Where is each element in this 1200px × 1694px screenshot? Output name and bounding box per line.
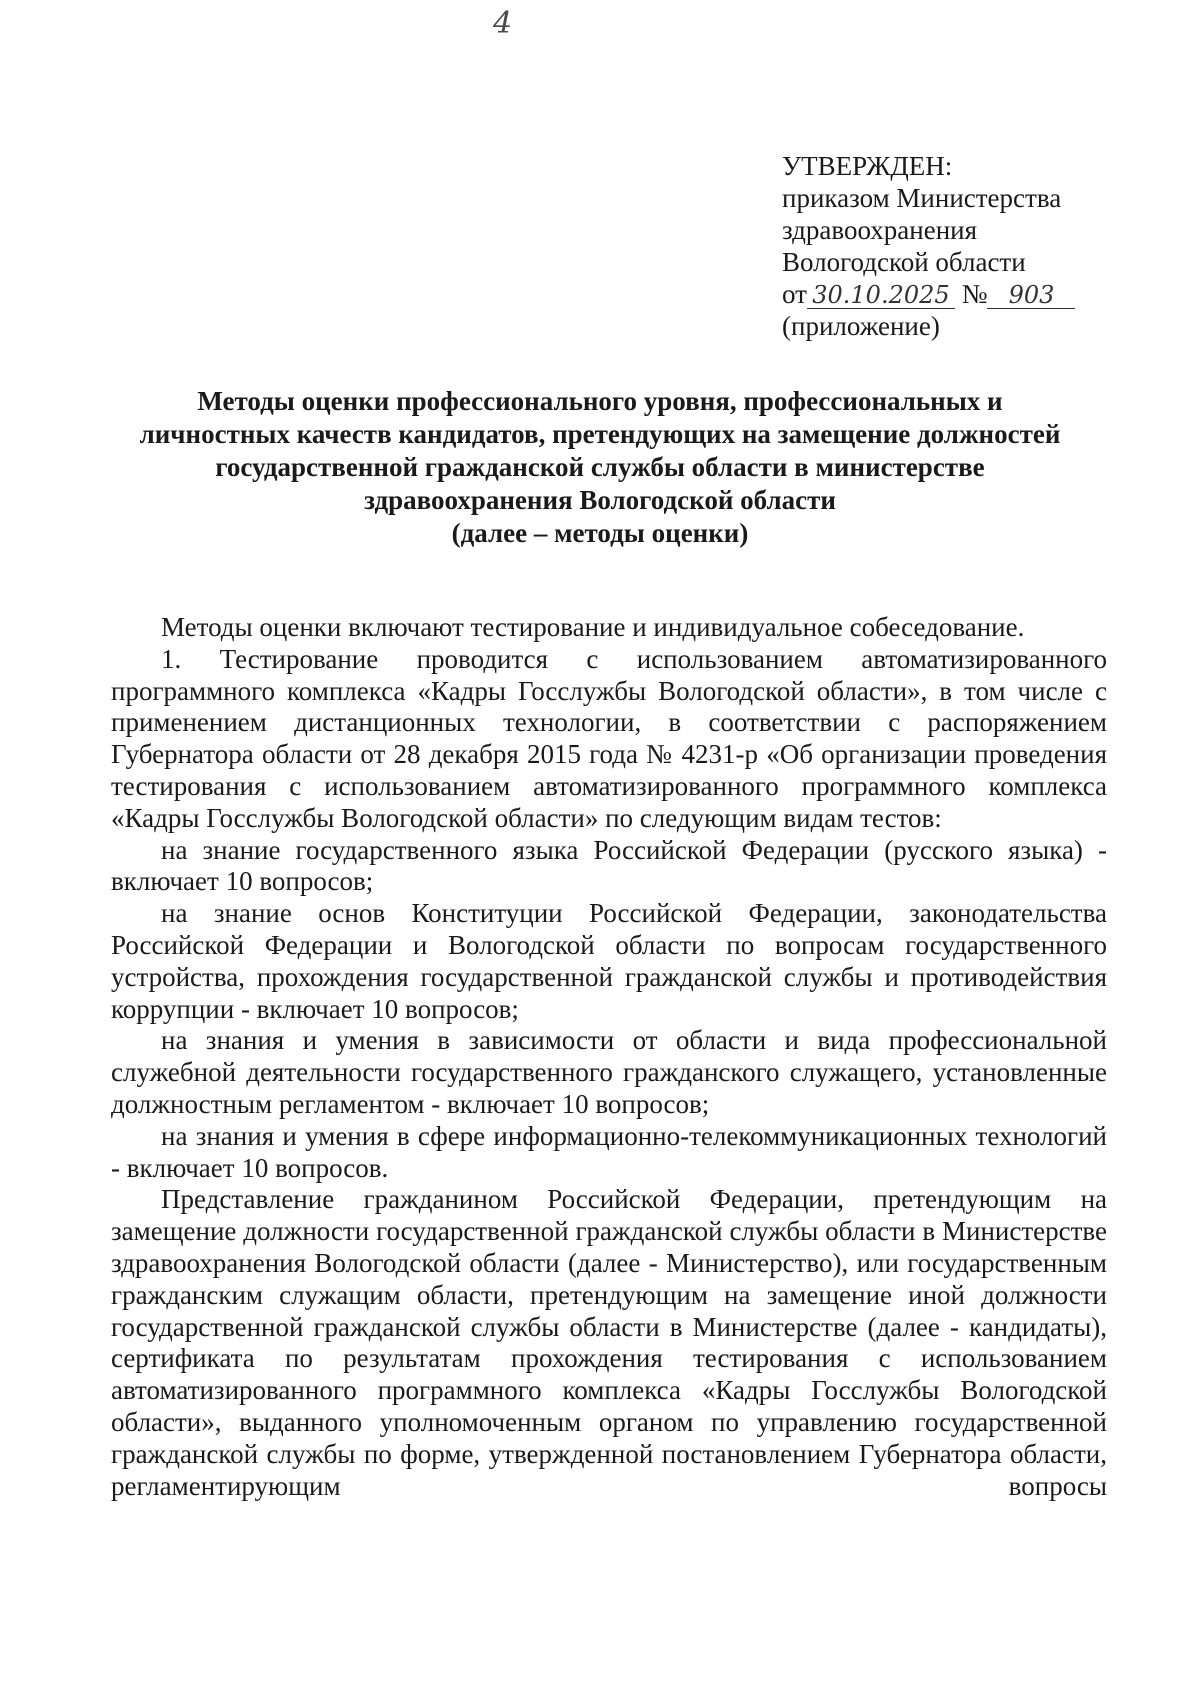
title-line-4: здравоохранения Вологодской области [364, 485, 836, 515]
approval-number-label: № [961, 279, 988, 309]
approval-ministry-line: здравоохранения [782, 215, 978, 245]
approval-heading: УТВЕРЖДЕН: [782, 151, 953, 181]
approval-date-number-line [782, 278, 1122, 310]
title-line-5: (далее – методы оценки) [451, 518, 749, 548]
paragraph-test-constitution: на знание основ Конституции Российской Федерации, законодательства Российской Федерации и Вологодской области по вопросам государственного устройства, прохождения государственной гражданской службы и противодействия коррупции - включает 10 вопросов; [111, 898, 1107, 1024]
approval-region-line: Вологодской области [782, 247, 1026, 277]
title-line-3: государственной гражданской службы области в министерстве [215, 452, 985, 482]
document-title [100, 385, 1100, 550]
approval-appendix-line: (приложение) [782, 311, 940, 341]
paragraph-certificate: Представление гражданином Российской Федерации, претендующим на замещение должности государственной гражданской службы области в Министерстве здравоохранения Вологодской области (далее - Министерство), или государственным гражданским служащим области, претендующим на замещение иной должности государственной гражданской службы области в Министерстве (далее - кандидаты), сертификата по результатам прохождения тестирования с использованием автоматизированного программного комплекса «Кадры Госслужбы Вологодской области», выданного уполномоченным органом по управлению государственной гражданской службы по форме, утвержденной постановлением Губернатора области, регламентирующим вопросы [111, 1184, 1107, 1501]
approval-number-handwritten: 903 [987, 282, 1075, 309]
approval-date-handwritten: 30.10.2025 [807, 282, 955, 309]
paragraph-test-language: на знание государственного языка Российской Федерации (русского языка) - включает 10 вопросов; [111, 834, 1107, 897]
title-line-2: личностных качеств кандидатов, претендующих на замещение должностей [139, 419, 1061, 449]
paragraph-intro: Методы оценки включают тестирование и индивидуальное собеседование. [161, 612, 1025, 642]
approval-stamp [782, 150, 1122, 342]
paragraph-test-professional: на знания и умения в зависимости от области и вида профессиональной служебной деятельности государственного гражданского служащего, установленные должностным регламентом - включает 10 вопросов; [111, 1025, 1107, 1119]
paragraph-testing: 1. Тестирование проводится с использованием автоматизированного программного комплекса «Кадры Госслужбы Вологодской области», в том числе с применением дистанционных технологии, в соответствии с распоряжением Губернатора области от 28 декабря 2015 года № 4231-р «Об организации проведения тестирования с использованием автоматизированного программного комплекса «Кадры Госслужбы Вологодской области» по следующим видам тестов: [111, 643, 1107, 833]
approval-order-line: приказом Министерства [782, 183, 1062, 213]
page-number: 4 [493, 6, 513, 41]
document-body [111, 612, 1107, 1502]
approval-from-label: от [782, 279, 807, 309]
title-line-1: Методы оценки профессионального уровня, профессиональных и [197, 386, 1003, 416]
paragraph-test-ict: на знания и умения в сфере информационно-телекоммуникационных технологий - включает 10 вопросов. [111, 1120, 1107, 1183]
